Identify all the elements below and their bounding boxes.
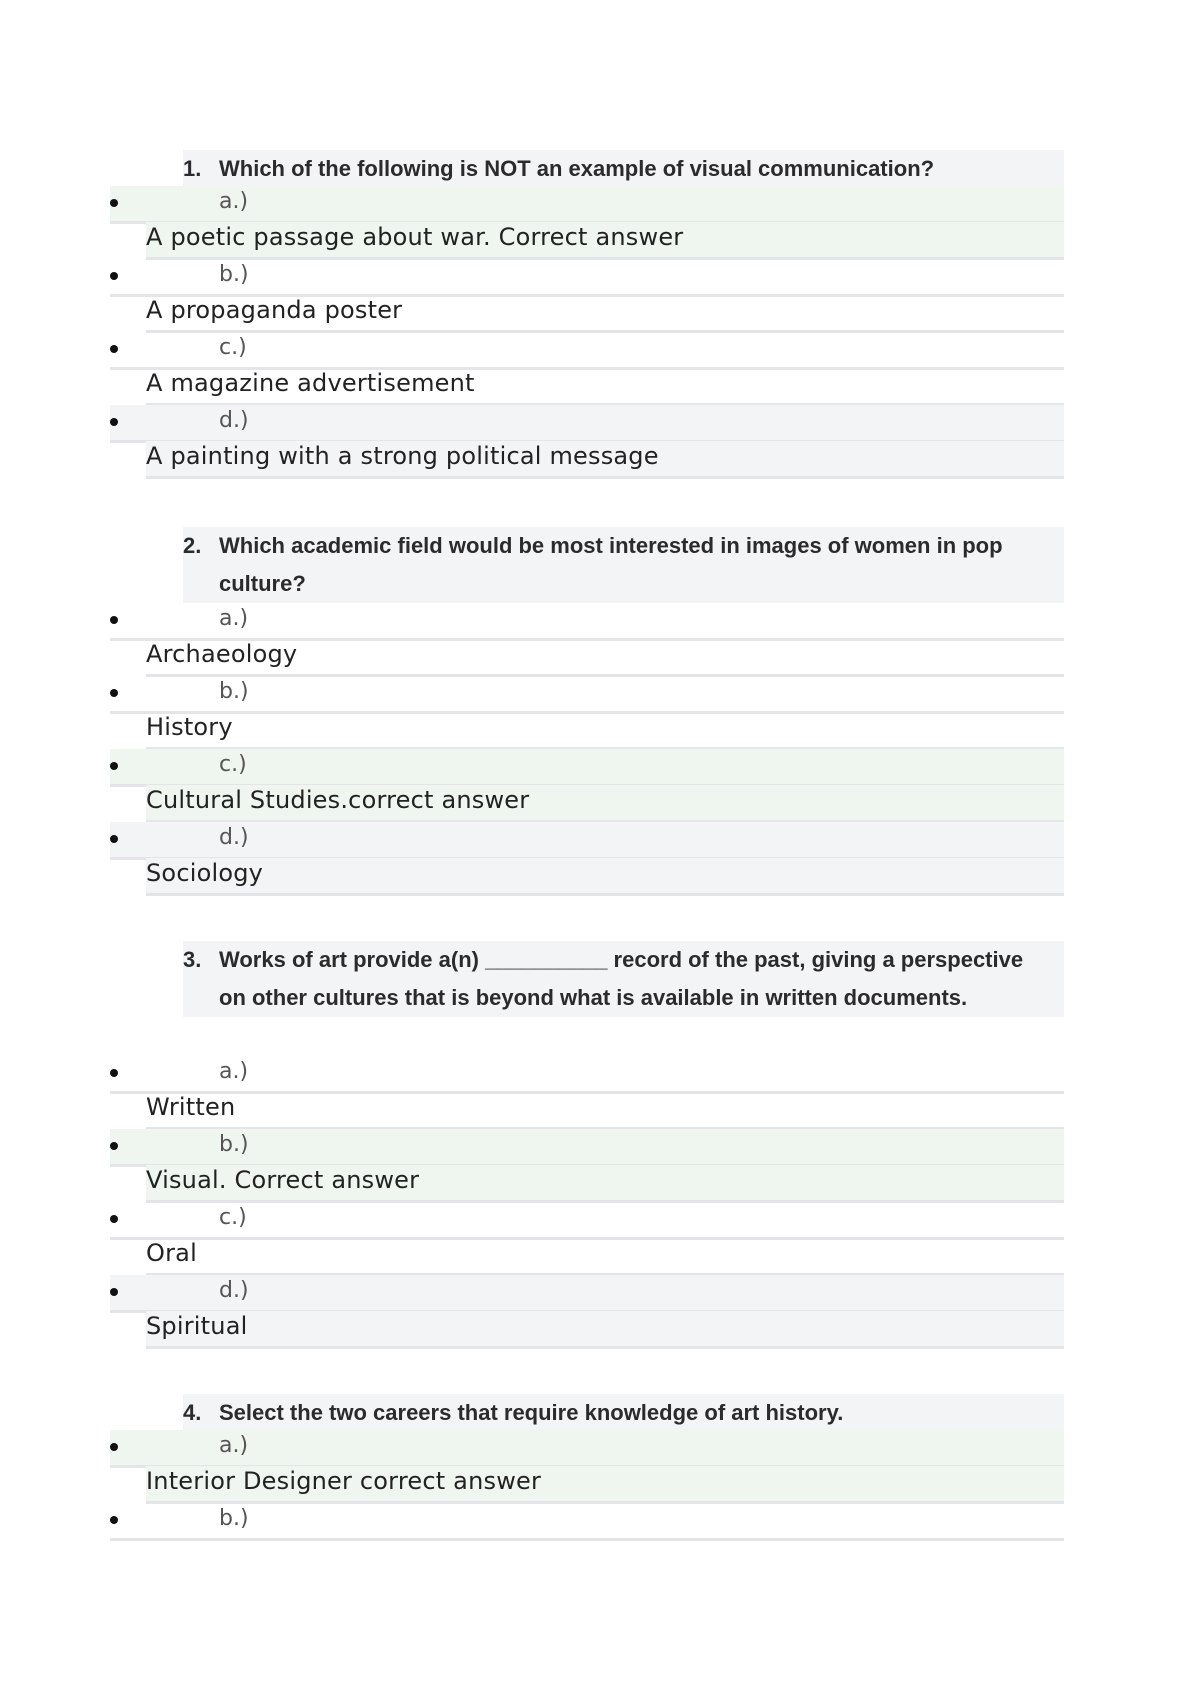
option-letter: c.)	[219, 1205, 247, 1230]
question-text: Select the two careers that require knowledge of art history.	[219, 1400, 844, 1425]
option-letter: b.)	[219, 679, 249, 704]
question-text: Works of art provide a(n) __________ record of the past, giving a perspective on other cultures that is beyond what is available in written documents.	[219, 947, 1024, 1010]
option-answer-1d[interactable]	[146, 441, 1064, 479]
option-row-2b[interactable]	[110, 676, 1064, 714]
option-text: Visual. Correct answer	[146, 1166, 420, 1194]
option-letter: d.)	[219, 825, 249, 850]
option-letter: b.)	[219, 262, 249, 287]
option-text: Sociology	[146, 859, 264, 887]
option-answer-1b[interactable]	[146, 295, 1064, 333]
option-answer-3d[interactable]	[146, 1311, 1064, 1349]
option-row-4b[interactable]	[110, 1503, 1064, 1541]
option-row-1a[interactable]	[110, 186, 1064, 224]
option-text: Interior Designer correct answer	[146, 1467, 542, 1495]
option-row-3c[interactable]	[110, 1202, 1064, 1240]
option-row-4a[interactable]	[110, 1430, 1064, 1468]
option-text: Cultural Studies.correct answer	[146, 786, 530, 814]
option-row-1b[interactable]	[110, 259, 1064, 297]
option-text: A poetic passage about war. Correct answer	[146, 223, 684, 251]
option-text: History	[146, 713, 233, 741]
question-2	[183, 527, 1064, 603]
option-row-2a[interactable]	[110, 603, 1064, 641]
option-text: Oral	[146, 1239, 197, 1267]
option-answer-3a[interactable]	[146, 1092, 1064, 1130]
option-letter: d.)	[219, 408, 249, 433]
option-text: Written	[146, 1093, 236, 1121]
option-answer-2c[interactable]	[146, 785, 1064, 823]
question-number: 2.	[183, 533, 202, 558]
option-answer-2a[interactable]	[146, 639, 1064, 677]
option-text: A propaganda poster	[146, 296, 403, 324]
question-number: 3.	[183, 947, 202, 972]
option-text: A magazine advertisement	[146, 369, 475, 397]
option-row-2c[interactable]	[110, 749, 1064, 787]
option-letter: a.)	[219, 189, 249, 214]
question-text: Which academic field would be most interested in images of women in pop culture?	[219, 533, 1003, 596]
option-row-1d[interactable]	[110, 405, 1064, 443]
option-row-3a[interactable]	[110, 1056, 1064, 1094]
option-letter: c.)	[219, 752, 247, 777]
bullet-icon	[110, 616, 118, 624]
option-letter: a.)	[219, 1433, 249, 1458]
bullet-icon	[110, 762, 118, 770]
bullet-icon	[110, 1516, 118, 1524]
question-3	[183, 941, 1064, 1017]
question-number: 4.	[183, 1400, 202, 1425]
bullet-icon	[110, 1142, 118, 1150]
bullet-icon	[110, 689, 118, 697]
option-answer-2b[interactable]	[146, 712, 1064, 750]
option-answer-1c[interactable]	[146, 368, 1064, 406]
option-answer-2d[interactable]	[146, 858, 1064, 896]
option-letter: b.)	[219, 1132, 249, 1157]
bullet-icon	[110, 1215, 118, 1223]
option-letter: c.)	[219, 335, 247, 360]
option-letter: a.)	[219, 606, 249, 631]
option-row-1c[interactable]	[110, 332, 1064, 370]
option-letter: a.)	[219, 1059, 249, 1084]
option-row-2d[interactable]	[110, 822, 1064, 860]
question-1	[183, 150, 1064, 188]
option-row-3d[interactable]	[110, 1275, 1064, 1313]
bullet-icon	[110, 345, 118, 353]
bullet-icon	[110, 1069, 118, 1077]
bullet-icon	[110, 1443, 118, 1451]
question-text: Which of the following is NOT an example of visual communication?	[219, 156, 935, 181]
option-text: Spiritual	[146, 1312, 248, 1340]
bullet-icon	[110, 1288, 118, 1296]
bullet-icon	[110, 418, 118, 426]
option-answer-4a[interactable]	[146, 1466, 1064, 1504]
bullet-icon	[110, 199, 118, 207]
option-text: A painting with a strong political message	[146, 442, 659, 470]
option-answer-3b[interactable]	[146, 1165, 1064, 1203]
option-text: Archaeology	[146, 640, 298, 668]
question-number: 1.	[183, 156, 202, 181]
option-answer-1a[interactable]	[146, 222, 1064, 260]
option-row-3b[interactable]	[110, 1129, 1064, 1167]
question-4	[183, 1394, 1064, 1432]
bullet-icon	[110, 835, 118, 843]
bullet-icon	[110, 272, 118, 280]
option-letter: d.)	[219, 1278, 249, 1303]
option-letter: b.)	[219, 1506, 249, 1531]
option-answer-3c[interactable]	[146, 1238, 1064, 1276]
